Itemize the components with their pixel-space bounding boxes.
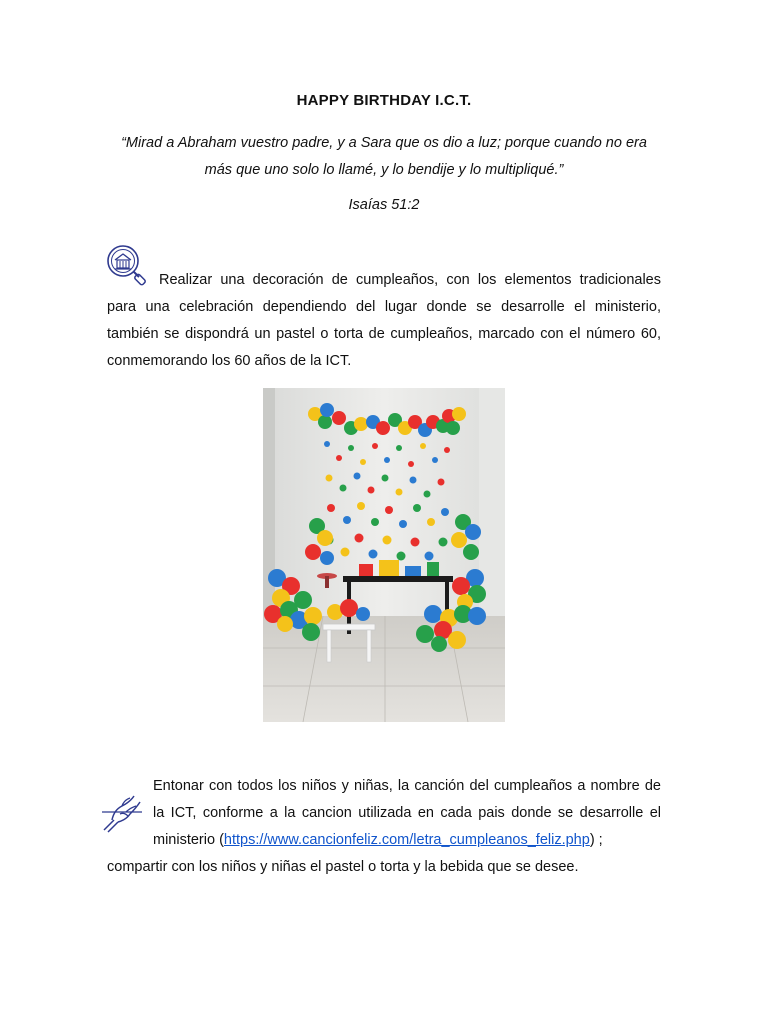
bible-verse [100,130,668,184]
document-title: HAPPY BIRTHDAY I.C.T. [296,92,472,109]
song-after-link-text: ) ; [589,832,603,848]
verse-reference: Isaías 51:2 [348,197,420,213]
song-intro-text: Entonar con todos los niños y niñas, la canción del cumpleaños a nombre de la ICT, conforme a la cancion utilizada en cada pais donde se desarrolle el ministerio ( [153,778,661,848]
song-text-block [107,773,661,854]
song-lyrics-link[interactable]: https://www.cancionfeliz.com/letra_cumpleanos_feliz.php [223,832,590,848]
paragraph-decoration: Realizar una decoración de cumpleaños, con los elementos tradicionales para una celebración dependiendo del lugar donde se desarrolle el ministerio, también se dispondrá un pastel o torta de cumpleaños, marcado con el número 60, conmemorando los 60 años de la ICT. [107,272,661,369]
birthday-decoration-photo [263,388,505,722]
paragraph-song [107,773,661,881]
verse-line-1: “Mirad a Abraham vuestro padre, y a Sara que os dio a luz; porque cuando no era [121,135,647,151]
verse-line-2: más que uno solo lo llamé, y lo bendije y lo multipliqué.” [204,162,564,178]
song-closing-text: compartir con los niños y niñas el pastel o torta y la bebida que se desee. [107,859,579,875]
